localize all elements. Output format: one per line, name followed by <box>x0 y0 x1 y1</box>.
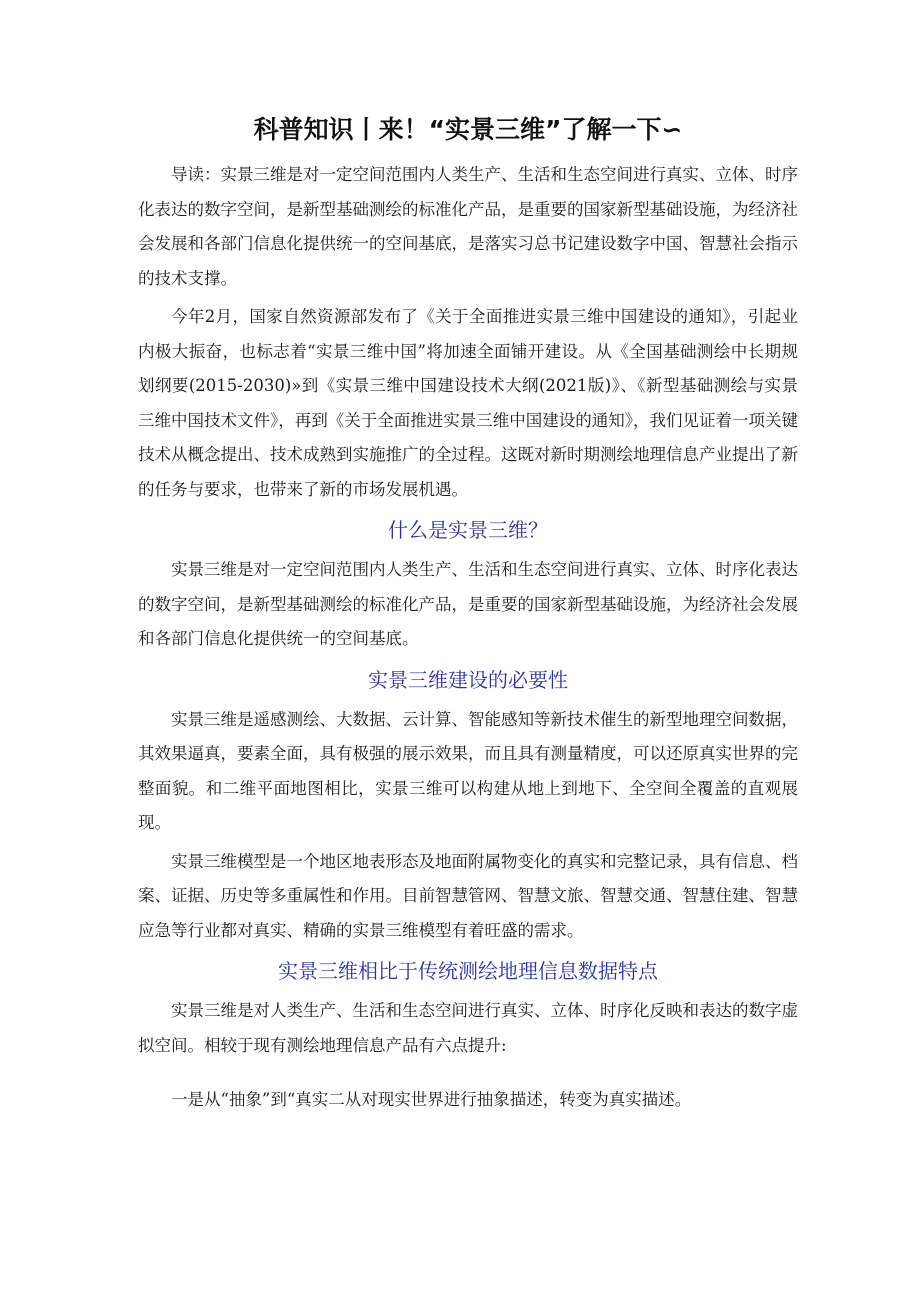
document-page <box>138 112 798 1122</box>
section-paragraph: 一是从“抽象”到“真实二从对现实世界进行抽象描述，转变为真实描述。 <box>171 1090 692 1109</box>
section-heading-what-is: 什么是实景三维？ <box>388 518 548 542</box>
section-heading-features: 实景三维相比于传统测绘地理信息数据特点 <box>278 959 658 983</box>
section-paragraph: 实景三维是对人类生产、生活和生态空间进行真实、立体、时序化反映和表达的数字虚拟空间。相较于现有测绘地理信息产品有六点提升: <box>138 1001 798 1055</box>
document-title: 科普知识丨来！“实景三维”了解一下∽ <box>253 115 683 144</box>
section-paragraph: 实景三维是遥感测绘、大数据、云计算、智能感知等新技术催生的新型地理空间数据，其效果逼真，要素全面，具有极强的展示效果，而且具有测量精度，可以还原真实世界的完整面貌。和二维平面地图相比，实景三维可以构建从地上到地下、全空间全覆盖的直观展现。 <box>138 709 798 832</box>
section-paragraph: 实景三维模型是一个地区地表形态及地面附属物变化的真实和完整记录，具有信息、档案、证据、历史等多重属性和作用。目前智慧管网、智慧文旅、智慧交通、智慧住建、智慧应急等行业都对真实、精确的实景三维模型有着旺盛的需求。 <box>138 851 798 940</box>
intro-paragraph: 导读：实景三维是对一定空间范围内人类生产、生活和生态空间进行真实、立体、时序化表达的数字空间，是新型基础测绘的标准化产品，是重要的国家新型基础设施，为经济社会发展和各部门信息化提供统一的空间基底，是落实习总书记建设数字中国、智慧社会指示的技术支撑。 <box>138 165 798 288</box>
section-heading-necessity: 实景三维建设的必要性 <box>368 667 568 692</box>
announcement-paragraph: 今年2月，国家自然资源部发布了《关于全面推进实景三维中国建设的通知》，引起业内极大振奋，也标志着“实景三维中国”将加速全面铺开建设。从《全国基础测绘中长期规划纲要(2015-2030)»到《实景三维中国建设技术大纲(2021版)》、《新型基础测绘与实景三维中国技术文件》，再到《关于全面推进实景三维中国建设的通知》，我们见证着一项关键技术从概念提出、技术成熟到实施推广的全过程。这既对新时期测绘地理信息产业提出了新的任务与要求，也带来了新的市场发展机遇。 <box>138 307 798 499</box>
section-paragraph: 实景三维是对一定空间范围内人类生产、生活和生态空间进行真实、立体、时序化表达的数字空间，是新型基础测绘的标准化产品，是重要的国家新型基础设施，为经济社会发展和各部门信息化提供统一的空间基底。 <box>138 560 798 648</box>
